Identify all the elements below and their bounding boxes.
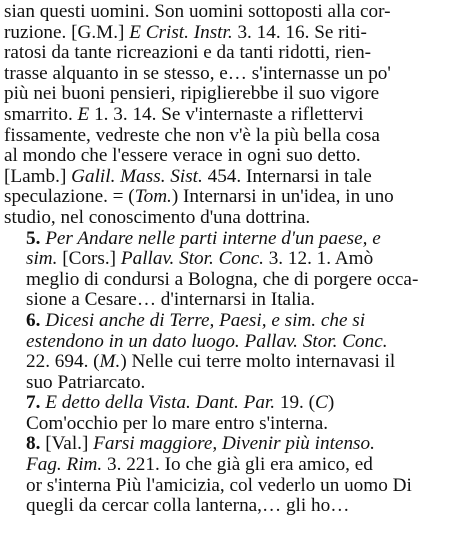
text-line [4, 187, 458, 208]
text-line [4, 393, 458, 414]
text-line [4, 332, 458, 353]
text-run: al mondo che l'essere verace in ogni suo detto. [4, 145, 361, 167]
text-run: [Lamb.] [4, 165, 72, 187]
paragraph [4, 434, 458, 516]
text-run: sim. [26, 248, 58, 270]
text-line [4, 352, 458, 373]
text-line [4, 43, 458, 64]
sense-number: 7. [26, 392, 46, 414]
text-run: ruzione. [G.M.] [4, 21, 130, 43]
text-run: 22. 694. ( [26, 351, 100, 373]
text-line [4, 229, 458, 250]
paragraph [4, 2, 458, 229]
text-run: 3. 12. 1. Amò [263, 248, 374, 270]
text-run: Dicesi anche di Terre, Paesi, e sim. che si [45, 309, 366, 331]
text-line [4, 414, 458, 435]
text-run: Galil. Mass. Sist. [71, 165, 203, 187]
text-run: M. [99, 351, 121, 373]
text-run: suo Patriarcato. [26, 371, 146, 393]
text-line [4, 290, 458, 311]
text-line [4, 2, 458, 23]
text-run: sian questi uomini. Son uomini sottoposti alla cor- [4, 1, 391, 22]
text-line [4, 105, 458, 126]
sense-number: 5. [26, 227, 46, 249]
text-run: sione a Cesare… d'internarsi in Italia. [26, 289, 316, 311]
text-line [4, 270, 458, 291]
text-run: C [315, 392, 328, 414]
text-run: Com'occhio per lo mare entro s'interna. [26, 412, 329, 434]
text-run: trasse alquanto in se stesso, e… s'internasse un po' [4, 62, 391, 84]
text-run: 3. 221. Io che già gli era amico, ed [102, 454, 373, 476]
text-run: 3. 14. 16. Se riti- [232, 21, 367, 43]
text-line [4, 311, 458, 332]
text-run: estendono in un dato luogo. Pallav. Stor. Conc. [26, 330, 388, 352]
paragraph [4, 311, 458, 393]
text-line [4, 208, 458, 229]
text-run: quegli da cercar colla lanterna,… gli ho… [26, 495, 350, 517]
text-line [4, 496, 458, 517]
text-run: or s'interna Più l'amicizia, col vederlo un uomo Di [26, 474, 412, 496]
text-line [4, 84, 458, 105]
text-run: studio, nel conoscimento d'una dottrina. [4, 206, 311, 228]
sense-number: 6. [26, 309, 46, 331]
text-line [4, 455, 458, 476]
text-column [4, 2, 458, 517]
text-run: E detto della Vista. Dant. Par. [45, 392, 276, 414]
text-run: ) [327, 392, 335, 414]
text-line [4, 23, 458, 44]
text-run: ) Internarsi in un'idea, in uno [171, 186, 394, 208]
text-line [4, 249, 458, 270]
text-run: fissamente, vedreste che non v'è la più bella cosa [4, 124, 380, 146]
text-run: ratosi da tante ricreazioni e da tanti ridotti, rien- [4, 42, 372, 64]
text-run: [Cors.] [57, 248, 121, 270]
text-run: ) Nelle cui terre molto internavasi il [120, 351, 396, 373]
text-run: Fag. Rim. [26, 454, 103, 476]
text-line [4, 146, 458, 167]
text-run: smarrito. [4, 103, 78, 125]
text-run: [Val.] [45, 433, 94, 455]
paragraph [4, 393, 458, 434]
text-run: meglio di condursi a Bologna, che di porgere occa- [26, 268, 419, 290]
text-line [4, 64, 458, 85]
sense-number: 8. [26, 433, 46, 455]
text-run: speculazione. = ( [4, 186, 135, 208]
text-run: Tom. [134, 186, 172, 208]
text-run: E Crist. Instr. [129, 21, 233, 43]
text-run: 19. ( [275, 392, 316, 414]
text-run: 1. 3. 14. Se v'internaste a riflettervi [89, 103, 364, 125]
text-line [4, 476, 458, 497]
text-line [4, 126, 458, 147]
text-run: 454. Internarsi in tale [202, 165, 372, 187]
text-line [4, 434, 458, 455]
text-run: più nei buoni pensieri, ripiglierebbe il suo vigore [4, 83, 380, 105]
text-run: Pallav. Stor. Conc. [120, 248, 264, 270]
text-line [4, 373, 458, 394]
text-run: Per Andare nelle parti interne d'un paese, e [45, 227, 381, 249]
text-line [4, 167, 458, 188]
text-run: Farsi maggiore, Divenir più intenso. [93, 433, 375, 455]
paragraph [4, 229, 458, 311]
text-run: E [77, 103, 90, 125]
